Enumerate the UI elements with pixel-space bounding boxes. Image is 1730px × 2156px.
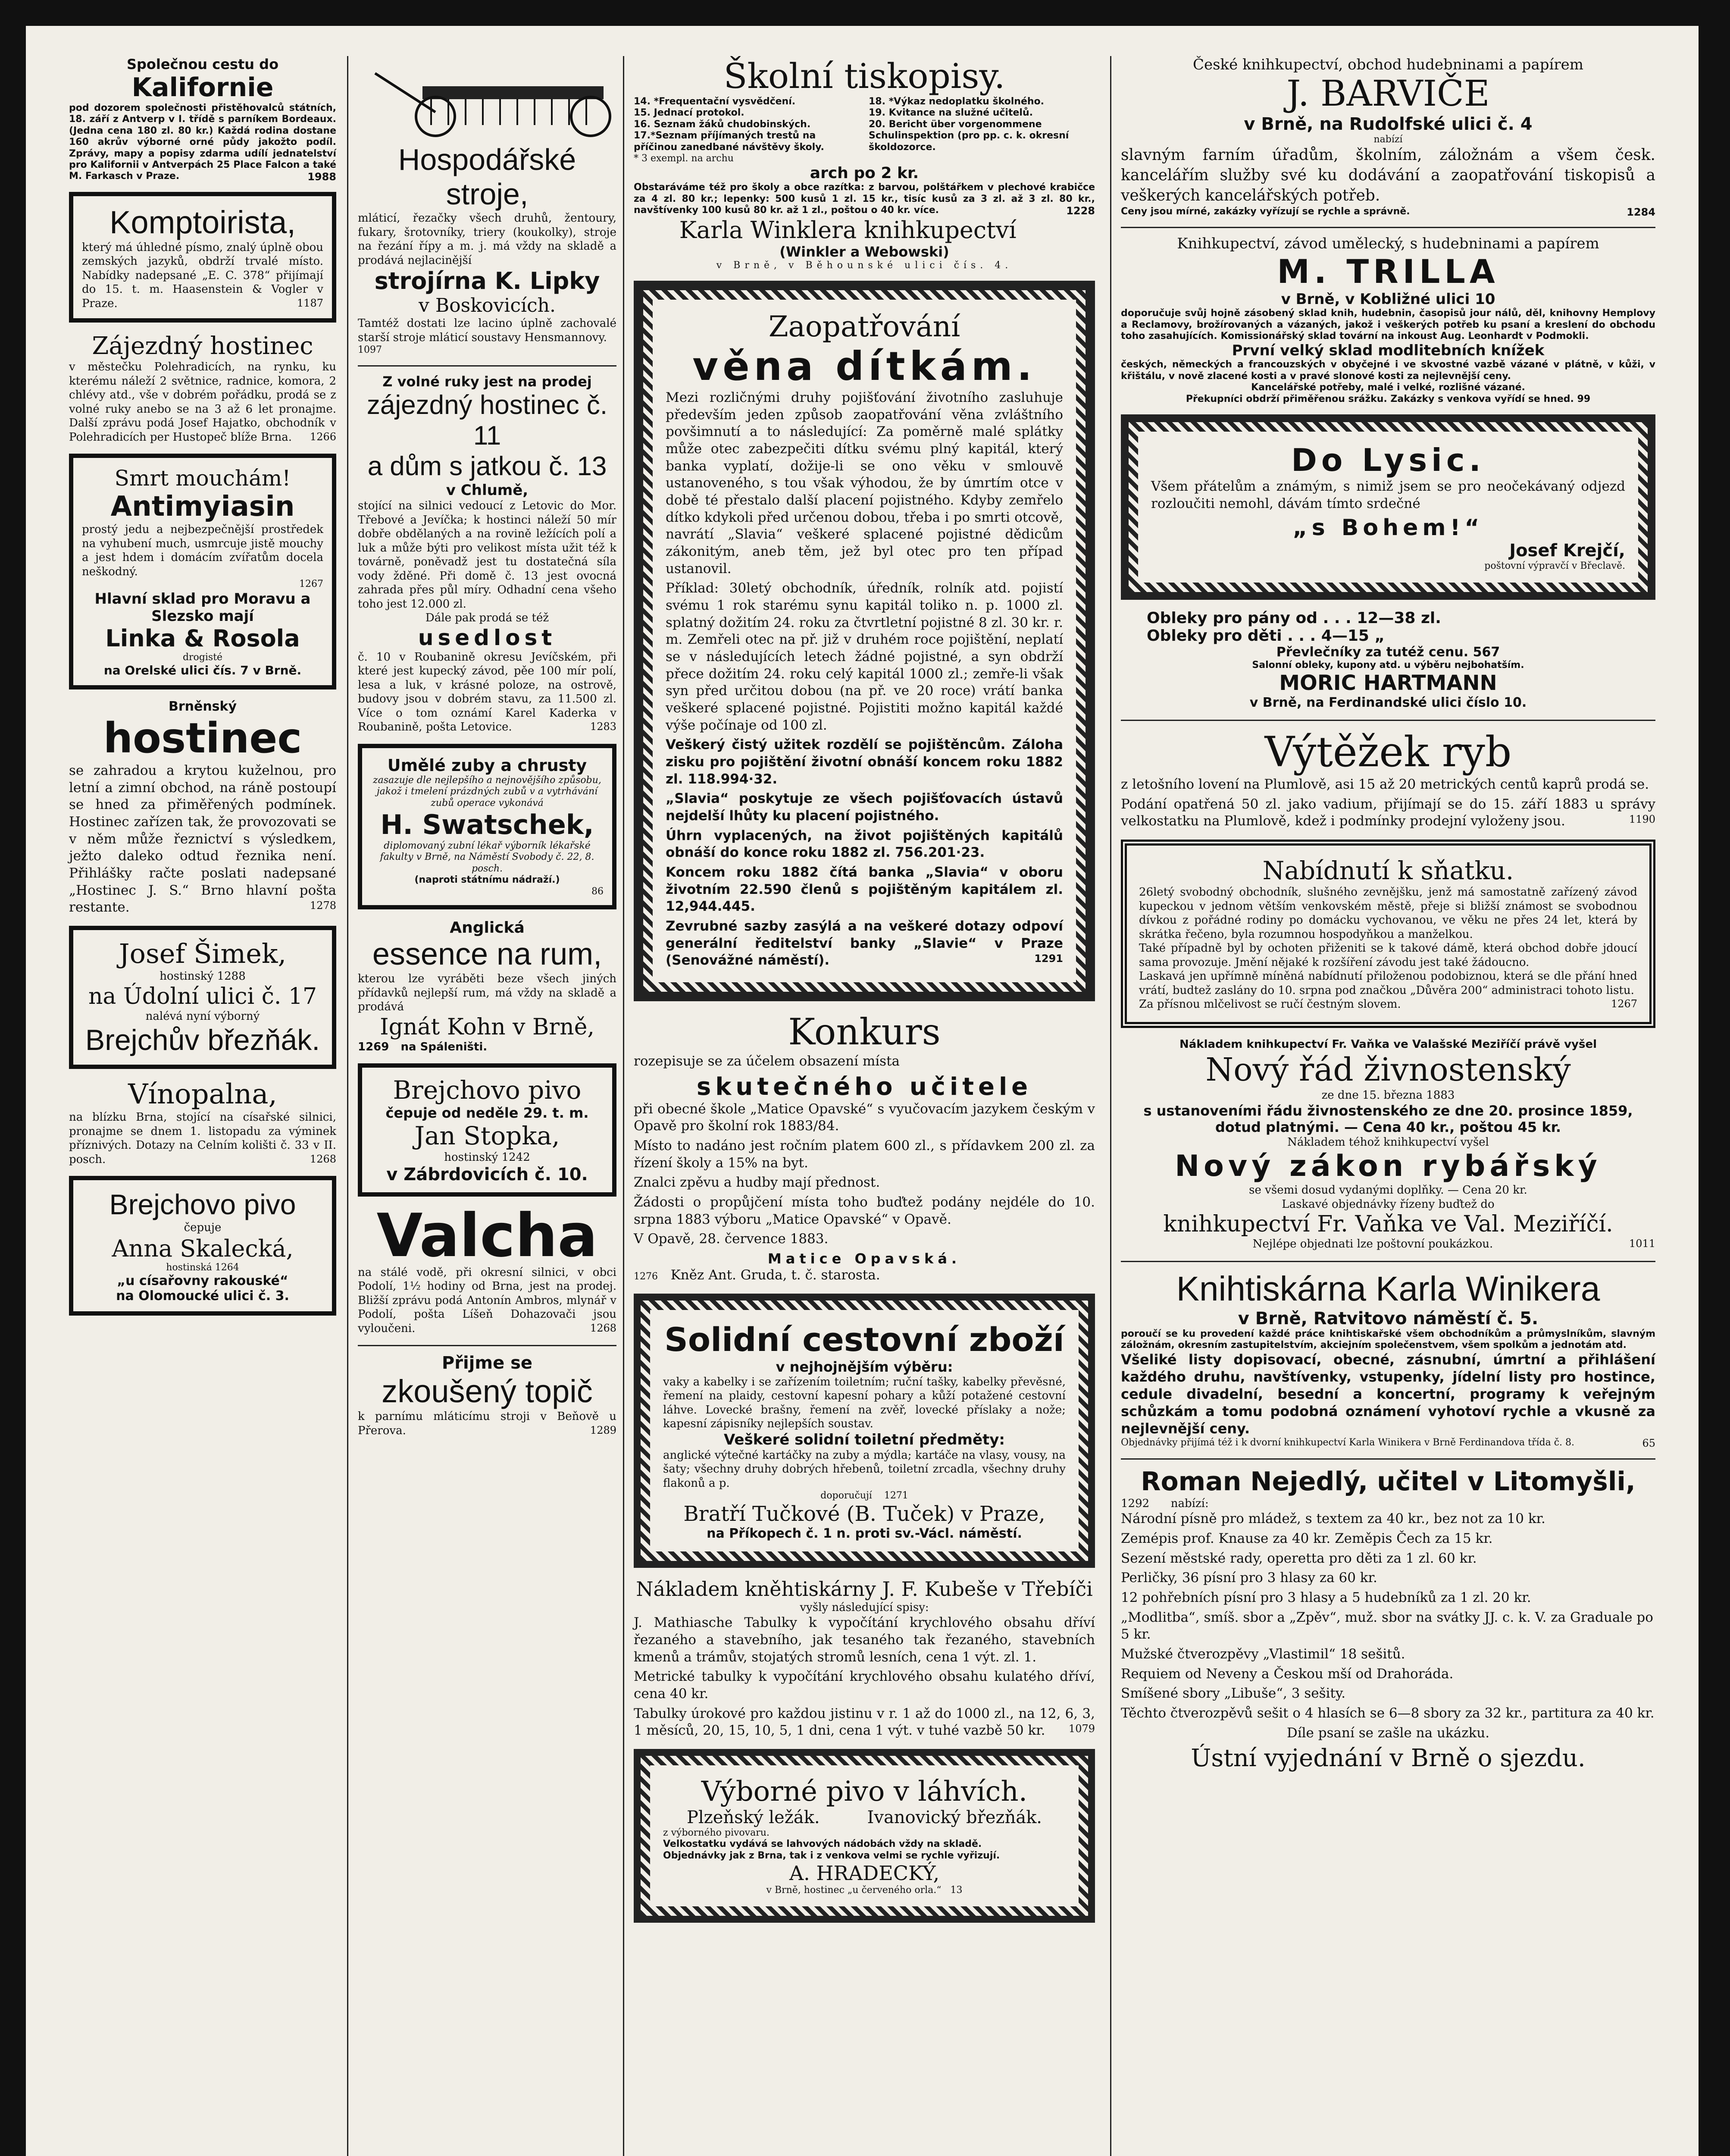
ad-title: a dům s jatkou č. 13: [367, 451, 607, 482]
ad-body: s ustanoveními řádu živnostenského ze dne 20. prosince 1859, dotud platnými. — Cena 40 kr., poštou 45 kr.: [1143, 1102, 1633, 1135]
ad-body: Laskavé objednávky řízeny buďtež do: [1282, 1197, 1495, 1211]
ad-swatschek: [358, 744, 616, 909]
ad-body: Veškerý čistý užitek rozdělí se pojištěncům. Záloha zisku pro pojištění životní obnáší koncem roku 1882 zl. 118.994·32.: [666, 737, 1063, 787]
list-item: 16. Seznam žáků chudobinských.: [634, 119, 811, 130]
ad-body: z letošního lovení na Plumlově, asi 15 až 20 metrických centů kaprů prodá se.: [1121, 777, 1649, 793]
list-item: Díle psaní se zašle na ukázku.: [1286, 1725, 1490, 1741]
ad-trilla: [1121, 235, 1655, 405]
ad-body: na blízku Brna, stojící na císařské silnici, pronajme se dnem 1. listopadu za výminek příznivých. Dotazy na Celním kolišti č. 33 v II. posch. 1268: [69, 1111, 336, 1166]
ad-name: Anna Skalecká,: [112, 1235, 294, 1262]
price-row: Obleky pro děti . . . 4—15 „: [1147, 627, 1385, 645]
ad-body: Žádosti o propůjčení místa toho buďtež podány nejdéle do 10. srpna 1883 výboru „Matice Opavské“ v Opavě.: [634, 1194, 1095, 1227]
ad-number: 1278: [310, 899, 336, 912]
ad-sub: (Winkler a Webowski): [779, 243, 949, 260]
ad-number: 1268: [310, 1153, 336, 1165]
list-item: 17.*Seznam příjímaných trestů na příčinou zanedbané návštěvy školy.: [634, 130, 824, 153]
ad-note: * 3 exempl. na archu: [634, 153, 734, 164]
ad-topic: [358, 1353, 616, 1438]
ad-number: 1267: [299, 579, 323, 590]
ad-line: čepuje: [184, 1221, 222, 1235]
ad-number: 1289: [590, 1424, 616, 1436]
ad-name: Ignát Kohn v Brně,: [380, 1014, 594, 1040]
ad-place: v Brně, v Běhounské ulici čís. 4.: [716, 260, 1013, 271]
ad-number: 1190: [1629, 813, 1655, 826]
ad-name: Jan Stopka,: [414, 1121, 560, 1151]
ad-number: 1187: [297, 297, 323, 309]
ad-tucek-inner: [650, 1310, 1079, 1551]
ad-name: M. TRILLA: [1277, 252, 1499, 291]
ad-title: Do Lysic.: [1291, 442, 1485, 478]
ad-title: Komptoirista,: [109, 204, 296, 240]
ad-title: Solidní cestovní zboží: [664, 1320, 1064, 1359]
ad-snatek: [1121, 840, 1655, 1028]
ad-slavia: [634, 281, 1095, 1001]
column-1: [69, 56, 336, 1325]
ad-number: 65: [1642, 1437, 1655, 1450]
ad-footer: Nejlépe objednati lze poštovní poukázkou. 1011: [1252, 1238, 1655, 1251]
list-item: 18. *Výkaz nedoplatku školného.: [869, 96, 1044, 107]
list-item: Requiem od Neveny a Českou mší od Drahoráda.: [1121, 1666, 1454, 1682]
ad-title: Konkurs: [788, 1011, 941, 1053]
ad-head: Knihkupectví, závod umělecký, s hudebninami a papírem: [1177, 235, 1599, 253]
tiskopisy-list-left: [634, 96, 860, 153]
ad-tucek: [634, 1294, 1095, 1568]
ad-body: se zahradou a krytou kuželnou, pro letní a zimní obchod, na ráně postoupí se hned za přiměřených podmínek. Hostinec zařízen tak, že provozovati se v něm může řeznictví s výsledkem, ježto daleko odtud řeznika není. Přihlášky račte poslati nadepsané „Hostinec J. S.“ Brno hlavní pošta restante. 1278: [69, 763, 336, 915]
ad-body: Mezi rozličnými druhy pojišťování životního zasluhuje především jeden způsob zaopatřování věna zvláštního povšimnutí a to následující: Za poměrně malé splátky může otec zabezpečiti dítku svému plný kapitál, který banka vyplatí, dožije-li se ono věku v smlouvě ustanoveného, s tou však výhodou, že by úmrtím otce v době té přestalo další placení pojistného. Kdyby zemřelo dítko kdykoli před určenou dobou, třeba i po smrti otcově, navrátí „Slavia“ veškeré splacené pojistné dědicům zákonitým, aneb těm, jež byl otec pro ten případ ustanovil.: [666, 389, 1063, 577]
ad-title: Výborné pivo v láhvích.: [701, 1775, 1028, 1808]
ad-footer: Ústní vyjednání v Brně o sjezdu.: [1191, 1744, 1586, 1773]
ad-title: Školní tiskopisy.: [723, 56, 1005, 96]
ad-name: strojírna K. Lipky: [374, 267, 600, 295]
ad-vinopalna: [69, 1078, 336, 1166]
ad-place: v Boskovicích.: [418, 295, 556, 317]
ad-hradecky-inner: [650, 1765, 1079, 1907]
ad-body: na stálé vodě, při okresní silnici, v obci Podolí, 1½ hodiny od Brna, jest na prodej. Bližší zprávu podá Antonín Ambros, mlynář v Podolí, pošta Líšeň Dohazovači jsou vyloučeni. 1268: [358, 1266, 616, 1335]
ad-line: čepuje od neděle 29. t. m.: [385, 1105, 589, 1122]
ad-body: Podání opatřená 50 zl. jako vadium, přijímají se do 15. září 1883 u správy velkostatku na Plumlově, kdež i podmínky prodejní vyloženy jsou. 1190: [1121, 796, 1655, 829]
ad-body: Úhrn vyplacených, na život pojištěných kapitálů obnáší do konce roku 1882 zl. 756.201·23.: [666, 827, 1063, 861]
ad-valcha: [358, 1200, 616, 1336]
ad-place: v Chlumě,: [446, 482, 529, 499]
ad-essence: [358, 919, 616, 1054]
list-item: „Modlitba“, smíš. sbor a „Zpěv“, muž. sbor na svátky JJ. c. k. V. za Graduale po 5 kr.: [1121, 1609, 1653, 1642]
ad-body: Všeliké listy dopisovací, obecné, zásnubní, úmrtní a přihlášení každého druhu, navštívenky, vstupenky, jídelní listy pro hostince, cedule divadelní, besední a koncertní, programy k veřejným schůzkám a tomu podobná oznámení vyhotoví rychle a vkusně za nejlevnější ceny.: [1121, 1351, 1655, 1437]
tiskopisy-list-right: [869, 96, 1095, 153]
ad-head: Smrt mouchám!: [114, 466, 291, 491]
ad-title: Brejchovo pivo: [109, 1188, 296, 1221]
ad-title: Kalifornie: [131, 72, 274, 103]
ad-body: První velký sklad modlitebních knížek: [1232, 342, 1545, 360]
ad-hartmann: [1121, 609, 1655, 710]
ad-body: Laskavá jen upřímně míněná nabídnutí přiloženou podobiznou, která se dle přání hned vrátí, budtež zaslány do 10. srpna pod značkou „Důvěra 200“ administraci tohoto listu.: [1139, 970, 1637, 997]
ad-number: 1011: [1629, 1238, 1655, 1250]
ad-do-lysic-inner: [1138, 432, 1638, 583]
ad-nejedly: [1121, 1467, 1655, 1773]
ad-body: vaky a kabelky i se zařízením toiletním; ruční tašky, kabelky převěsné, řemení na plaidy, cestovní kapesní pohary a kůží potažené cestovní láhve. Lovecké brašny, řemení na zvěř, lovecké příslaky a nože; kapesní zápisníky nejlepších soustav.: [663, 1375, 1066, 1431]
ad-place: v Brně, Ratvitovo náměstí č. 5.: [1238, 1308, 1539, 1329]
ad-title: Nový zákon rybářský: [1175, 1149, 1602, 1184]
ad-place: 1269 na Spáleništi.: [358, 1040, 488, 1053]
ad-body: poroučí se ku provedení každé práce knihtiskařské všem obchodníkům a průmyslníkům, slavným záložnám, okresním zastupitelstvím, akciejním společenstvem, všem spolkům a jednotám atd.: [1121, 1328, 1655, 1351]
ad-body: který má úhledné písmo, znalý úplně obou zemských jazyků, obdrží trvalé místo. Nabídky nadepsané „E. C. 378“ přijímají do 15. t. m. Haasenstein & Vogler v Praze. 1187: [82, 241, 323, 310]
ad-sub: ze dne 15. března 1883: [1321, 1089, 1455, 1102]
ad-title: „s Bohem!“: [1292, 515, 1484, 541]
ad-title: Josef Šimek,: [119, 938, 287, 970]
ad-body: při obecné škole „Matice Opavské“ s vyučovacím jazykem českým v Opavě pro školní rok 1883/84.: [634, 1101, 1095, 1134]
ad-body: Znalci zpěvu a hudby mají přednost.: [634, 1175, 880, 1191]
column-3: [634, 56, 1095, 1932]
ad-body: „Slavia“ poskytuje ze všech pojišťovacích ústavů nejdelší lhůty ku placení pojistného.: [666, 791, 1063, 824]
ad-line: doporučují 1271: [820, 1490, 908, 1501]
ad-footer: Ceny jsou mírné, zakázky vyřízují se rychle a správně. 1284: [1121, 206, 1655, 218]
ad-zajezdny-hostinec: [69, 332, 336, 444]
ad-number: 1988: [307, 171, 336, 183]
ad-skolni-tiskopisy: [634, 56, 1095, 271]
ad-komptoirista: [69, 192, 336, 323]
ad-kalifornie: [69, 56, 336, 182]
ad-body: pod dozorem společnosti přistěhovalců státních, 18. září z Antverp v I. třídě s parníkem Bordeaux. (Jedna cena 180 zl. 80 kr.) Každá rodina dostane 160 akrův výborné orné půdy jakožto podíl. Zprávy, mapy a popisy zdarma udílí jednatelství pro Kalifornii v Antverpách 25 Place Falcon a také M. Farkasch v Praze. 1988: [69, 103, 336, 183]
ad-date: V Opavě, 28. července 1883.: [634, 1231, 829, 1247]
ad-lead: v nejhojnějším výběru:: [776, 1358, 953, 1375]
ad-simek: [69, 926, 336, 1069]
ad-body: č. 10 v Roubanině okresu Jevíčském, při které jest kupecký závod, pěe 100 mír polí, lesa a luk, v krásné poloze, na ostrově, budovy jsou v dobrém stavu, za 11.500 zl. Více o tom oznámí Karel Kaderka v Roubanině, pošta Letovice. 1283: [358, 650, 616, 734]
ad-body: kterou lze vyráběti beze všech jiných přídavků nejlepší rum, má vždy na skladě a prodává: [358, 972, 616, 1014]
list-item: 19. Kvitance na služné učitelů.: [869, 107, 1033, 119]
ad-head: Umělé zuby a chrusty: [387, 755, 587, 775]
ad-body: českých, německých a francouzských v obyčejné i ve skvostné vazbě vázané v plátně, v kůži, v křištálu, v nově zlacené kosti a v pravé slonové kosti za nejlevnější ceny.: [1121, 359, 1655, 382]
ad-org: Matice Opavská.: [767, 1250, 961, 1267]
ad-barvic: [1121, 56, 1655, 217]
ad-place: v Brně, hostinec „u červeného orla.“ 13: [766, 1885, 963, 1896]
ad-title: Antimyiasin: [110, 491, 295, 523]
ad-sign: 1276 Kněz Ant. Gruda, t. č. starosta.: [634, 1267, 880, 1283]
column-rule: [623, 56, 624, 2156]
ad-winiker: [1121, 1269, 1655, 1449]
ad-slavia-inner: [653, 300, 1076, 982]
list-item: 20. Bericht über vorgenommene Schulinspektion (pro pp. c. k. okresní školdozorce.: [869, 119, 1069, 153]
ad-number: 1267: [1611, 998, 1637, 1010]
ad-body: diplomovaný zubní lékař výborník lékařské fakulty v Brně, na Náměstí Svobody č. 22, 8. posch.: [380, 840, 594, 874]
ad-body: Překupníci obdrží přiměřenou srážku. Zakázky s venkova vyřídí se hned. 99: [1186, 393, 1591, 404]
ad-body: stojící na silnici vedoucí z Letovic do Mor. Třebové a Jevíčka; k hostinci náleží 50 mír dobře obdělaných a na rovině ležících polí a luk a může býti pro velikost místa užit též k továrně, poněvadž jest tu dostatečná síla vody žděné. Při domě č. 13 jest ovocná zahrada přes půl míry. Odhadní cena všeho toho jest 12.000 zl.: [358, 499, 616, 611]
ad-body: se všemi dosud vydanými doplňky. — Cena 20 kr.: [1249, 1184, 1527, 1197]
ad-footer: Objednávky přijímá též i k dvorní knihkupectví Karla Winikera v Brně Ferdinandova třída č. 8. 65: [1121, 1437, 1655, 1450]
ad-head: Anglická: [450, 919, 525, 937]
ad-vytezek-ryb: [1121, 728, 1655, 830]
ad-body: (naproti státnímu nádraží.): [414, 874, 560, 886]
list-item: Národní písně pro mládež, s textem za 40 kr., bez not za 10 kr.: [1121, 1511, 1545, 1527]
ad-title: Valcha: [376, 1200, 598, 1270]
ad-title: usedlost: [418, 625, 557, 650]
ad-body: Za přísnou mlčelivost se ručí čestným slovem. 1267: [1139, 998, 1637, 1011]
list-item: Těchto čtverozpěvů sešit o 4 hlasích se 6—8 sbory za 32 kr., partitura za 40 kr.: [1121, 1705, 1655, 1721]
ad-body: zasazuje dle nejlepšího a nejnovějšího způsobu, jakož i tmelení prázdných zubů v a vytrhávání zubů operace vykonává: [373, 774, 601, 808]
ad-line: na Údolní ulici č. 17: [88, 983, 317, 1009]
ad-lead: rozepisuje se za účelem obsazení místa: [634, 1053, 900, 1069]
ad-name: H. Swatschek,: [380, 809, 594, 841]
ad-sub: Dále pak prodá se též: [425, 611, 549, 625]
ad-line: nalévá nyní výborný: [145, 1009, 260, 1023]
ad-line: „u císařovny rakouské“: [117, 1273, 288, 1288]
ad-body: Zevrubné sazby zasýlá a na veškeré dotazy odpoví generální ředitelství banky „Slavie“ v Praze (Senovážné náměstí). 1291: [666, 918, 1063, 968]
ad-antimyiasin: [69, 454, 336, 689]
ad-name: Josef Krejčí,: [1509, 541, 1625, 561]
column-rule: [347, 56, 348, 2156]
ad-title: Knihtiskárna Karla Winikera: [1176, 1269, 1600, 1308]
ad-place: na Příkopech č. 1 n. proti sv.-Václ. náměstí.: [707, 1526, 1022, 1541]
ad-number: 1228: [1066, 205, 1095, 217]
ad-name: MORIC HARTMANN: [1279, 671, 1497, 696]
ad-body: J. Mathiasche Tabulky k vypočítání krychlového obsahu dříví řezaného a stavebního, jak tesaného tak řezaného, stavebních kmenů a trámův, stojatých stromů lesních, cena 1 výt. zl. 1.: [634, 1615, 1095, 1665]
ad-title: Brejchovo pivo: [393, 1075, 582, 1105]
ad-sub: nabízí: [1373, 134, 1403, 145]
column-2: [358, 56, 616, 1447]
ad-name: Linka & Rosola: [105, 624, 300, 652]
ad-title: Vínopalna,: [128, 1078, 277, 1111]
price-row: Obleky pro pány od . . . 12—38 zl.: [1147, 609, 1441, 627]
ad-title: hostinec: [103, 714, 302, 763]
ad-kubes: [634, 1577, 1095, 1739]
ad-body: slavným farním úřadům, školním, záložnám a všem česk. kancelářím služby své ku dodávání a zaopatřování tiskopisů a veškerých kancelářských potřeb.: [1121, 146, 1655, 204]
ad-head: Přijme se: [441, 1353, 533, 1373]
ad-body: prostý jedu a nejbezpečnější prostředek na vyhubení much, usmrcuje jistě mouchy a jest hdem i domácím zvířatům docela neškodný.: [82, 523, 323, 578]
ad-skalecka: [69, 1176, 336, 1316]
machine-illustration: [358, 60, 616, 138]
ad-title: Nový řád živnostenský: [1205, 1051, 1571, 1089]
tiskopisy-list: [634, 96, 1095, 153]
ad-title: Brejchův březňák.: [85, 1024, 320, 1057]
ad-number: 1283: [590, 721, 616, 733]
ad-body: doporučuje svůj hojně zásobený sklad knih, hudebnin, časopisů jour nálů, děl, knihovny Hemplovy a Reclamovy, brožírovaných a vázaných, jakož i veškerých potřeb ku psaní a kreslení do obchodu toho zasahujících. Komissionářský sklad tovární na inkoust Aug. Leonhardt v Podmokli.: [1121, 308, 1655, 342]
ad-title: Hospodářské stroje,: [398, 143, 576, 211]
ad-address: na Orelské ulici čís. 7 v Brně.: [103, 663, 302, 678]
ad-trade: drogisté: [182, 652, 223, 663]
ad-name: Bratří Tučkové (B. Tuček) v Praze,: [683, 1501, 1045, 1526]
ad-place: v Brně, na Rudolfské ulici č. 4: [1244, 114, 1533, 134]
ad-body: k parnímu mláticímu stroji v Beňově u Přerova. 1289: [358, 1410, 616, 1437]
separator: [1121, 1261, 1655, 1262]
ad-body: Koncem roku 1882 čítá banka „Slavia“ v oboru životním 22.590 členů s pojištěným kapitálem zl. 12,944.445.: [666, 865, 1063, 915]
ad-sub: Nákladem téhož knihkupectví vyšel: [1287, 1135, 1489, 1149]
list-item: Mužské čtverozpěvy „Vlastimil“ 18 sešitů.: [1121, 1646, 1405, 1662]
ad-vanek: [1121, 1037, 1655, 1251]
ad-head: České knihkupectví, obchod hudebninami a papírem: [1192, 56, 1584, 73]
ad-role: poštovní výpravčí v Břeclavě.: [1484, 561, 1625, 572]
ad-body: Místo to nadáno jest ročním platem 600 zl., s přídavkem 200 zl. za řízení školy a 15% na byt.: [634, 1138, 1095, 1171]
ad-title: Zájezdný hostinec: [92, 332, 313, 360]
ad-hospodarske-stroje: [358, 60, 616, 356]
ad-number: 1097: [358, 345, 382, 355]
ad-body: anglické výtečné kartáčky na zuby a mýdla; kartáče na vlasy, vousy, na šaty; všechny druhy dobrých hřebenů, toiletní zrcadla, všechny druhy flakonů a p.: [663, 1448, 1066, 1490]
ad-title: Roman Nejedlý, učitel v Litomyšli,: [1141, 1466, 1636, 1497]
hay-rake-illustration: [358, 60, 616, 138]
ad-line: Převlečníky za tutéž cenu. 567: [1276, 644, 1500, 660]
list-item: 12 pohřebních písní pro 3 hlasy a 5 hudebníků za 1 zl. 20 kr.: [1121, 1589, 1531, 1605]
ad-beer-types: [663, 1808, 1066, 1827]
ad-title: zájezdný hostinec č. 11: [366, 390, 608, 451]
separator: [358, 1345, 616, 1346]
ad-body: mláticí, řezačky všech druhů, žentoury, fukary, šrotovníky, triery (koukolky), stroje na řezání řípy a m. j. má vždy na skladě a prodává nejlacinější: [358, 212, 616, 267]
ad-brnensky-hostinec: [69, 699, 336, 916]
ad-body: Metrické tabulky k vypočítání krychlového obsahu kulatého dříví, cena 40 kr.: [634, 1669, 1095, 1702]
ad-body: 26letý svobodný obchodník, slušného zevnějšku, jenž má samostatně zařízený závod kupeckou v jednom větším venkovském městě, přeje si bližší známost se svobodnou dívkou z pořádné rodiny po domácku vychovanou, ve věku ne přes 24 let, která by skrátka řečeno, byla rozumnou hospodyňkou a manželkou.: [1139, 886, 1637, 941]
ad-name: knihkupectví Fr. Vaňka ve Val. Meziříčí.: [1163, 1211, 1613, 1238]
ad-stopka: [358, 1063, 616, 1197]
ad-line: hostinský 1288: [160, 970, 246, 983]
separator: [1121, 1458, 1655, 1460]
ad-number: 1284: [1627, 206, 1655, 218]
ad-do-lysic: [1121, 414, 1655, 600]
ad-body: Velkostatku vydává se lahvových nádobách vždy na skladě.: [663, 1839, 982, 1850]
ad-body: Obstaráváme též pro školy a obce razítka: z barvou, polštářkem v plechové krabičce za 4 zl. 80 kr.; lepenky: 500 kusů 1 zl. 15 kr., tisíc kusů za 3 zl. až 3 zl. 80 kr., navštívenky 100 kusů 80 kr. až 1 zl., poštou o 40 kr. více. 1228: [634, 182, 1095, 217]
ad-body: Příklad: 30letý obchodník, úředník, rolník atd. pojistí svému 1 rok starému synu kapitál toliko n. p. 1000 zl. splatný dožitím 24. roku za čtvrtletní pojistné 8 zl. 30 kr. r. m. Zemřeli otec na př. již v druhém roce pojištění, neplatí se v následujících letech žádné pojistné, a syn obdrží přece dožitím 24. roku celý kapitál 1000 zl.; zemře-li však syn před určitou dobou (na př. ve 20 roce) vrátí banka veškeré splacené pojistné. Pojistiti možno kapitál každé výše počínaje od 100 zl.: [666, 580, 1063, 733]
ad-line: hostinská 1264: [166, 1262, 239, 1273]
ad-place: v Brně, na Ferdinandské ulici číslo 10.: [1249, 695, 1527, 711]
ad-chlum: [358, 373, 616, 734]
ad-body: Tabulky úrokové pro každou jistinu v r. 1 až do 1000 zl., na 12, 6, 3, 1 měsíců, 20, 15, 10, 5, 1 dni, cena 1 výt. v tuhé vazbě 50 kr. 1079: [634, 1705, 1095, 1739]
ad-sub: z výborného pivovaru.: [663, 1827, 770, 1838]
ad-body: Hlavní sklad pro Moravu a Slezsko mají: [94, 590, 311, 625]
list-item: Zemépis prof. Knause za 40 kr. Zeměpis Čech za 15 kr.: [1121, 1530, 1493, 1546]
ad-title: Nabídnutí k sňatku.: [1262, 856, 1514, 886]
ad-sub: skutečného učitele: [696, 1072, 1032, 1101]
ad-price: arch po 2 kr.: [810, 164, 919, 182]
ad-body: Všem přátelům a známým, s nimiž jsem se pro neočekávaný odjezd rozloučiti nemohl, dávám tímto srdečné: [1151, 478, 1625, 511]
ad-hradecky: [634, 1749, 1095, 1923]
ad-name: Karla Winklera knihkupectví: [679, 216, 1017, 244]
list-item: 14. *Frequentační vysvědčení.: [634, 96, 796, 107]
ad-title: věna dítkám.: [692, 343, 1036, 389]
ad-line: na Olomoucké ulici č. 3.: [116, 1288, 289, 1304]
beer-type: Ivanovický březňák.: [867, 1807, 1042, 1827]
ad-title: essence na rum,: [372, 937, 602, 972]
list-item: 15. Jednací protokol.: [634, 107, 745, 119]
ad-sub: 1292 nabízí:: [1121, 1497, 1209, 1510]
ad-number: 1266: [310, 430, 336, 443]
ad-body: Objednávky jak z Brna, tak i z venkova velmi se rychle vyřizují.: [663, 1850, 1000, 1861]
separator: [1121, 227, 1655, 228]
ad-body: v městečku Polehradicích, na rynku, ku kterému náleží 2 světnice, radnice, komora, 2 chlévy atd., vše v dobrém pořádku, prodá se z volné ruky anebo se na 3 až 6 let pronajme. Další zprávu podá Josef Hajatko, obchodník v Polehradicích per Hustopeč blíže Brna. 1266: [69, 360, 336, 444]
ad-head: Z volné ruky jest na prodej: [382, 373, 592, 390]
beer-type: Plzeňský ležák.: [686, 1807, 820, 1827]
ad-number: 1079: [1068, 1723, 1095, 1735]
ad-lead: Společnou cestu do: [126, 56, 279, 72]
ad-line: hostinský 1242: [444, 1151, 530, 1164]
ad-line: v Zábrdovicích č. 10.: [386, 1164, 588, 1185]
ad-number: 1291: [1034, 953, 1063, 965]
list-item: Sezení městské rady, operetta pro děti za 1 zl. 60 kr.: [1121, 1550, 1477, 1566]
ad-body: Tamtéž dostati lze lacino úplně zachovalé starší stroje mláticí soustavy Hensmannovy.: [358, 317, 616, 344]
ad-sub: vyšly následující spisy:: [800, 1601, 929, 1614]
ad-number: 1268: [590, 1322, 616, 1334]
ad-body: Také případně byl by ochoten přiženiti se k takové dámě, která obchod dobře jdoucí sama provozuje. Jmění nějaké k rozšíření závodu jest také žádoucno.: [1139, 942, 1637, 969]
list-item: Smíšené sbory „Libuše“, 3 sešity.: [1121, 1686, 1346, 1702]
ad-title: zkoušený topič: [382, 1373, 593, 1410]
ad-body: Veškeré solidní toiletní předměty:: [723, 1431, 1005, 1448]
separator: [358, 365, 616, 367]
ad-title: Výtěžek ryb: [1264, 728, 1512, 777]
column-rule: [1110, 56, 1111, 2156]
ad-place: v Brně, v Kobližné ulici 10: [1281, 291, 1495, 308]
ad-title: Nákladem kněhtiskárny J. F. Kubeše v Třebíči: [636, 1577, 1093, 1601]
ad-title: Zaopatřování: [768, 310, 960, 343]
ad-number: 86: [591, 886, 604, 897]
ad-body: Kancelářské potřeby, malé i velké, rozlišné vázané.: [1251, 382, 1525, 393]
ad-name: A. HRADECKÝ,: [789, 1861, 940, 1885]
ad-head: Nákladem knihkupectví Fr. Vaňka ve Valašské Meziříčí právě vyšel: [1179, 1037, 1597, 1051]
ad-lead: Brněnský: [168, 699, 237, 714]
ad-name: J. BARVIČE: [1286, 73, 1490, 114]
list-item: Perličky, 36 písní pro 3 hlasy za 60 kr.: [1121, 1570, 1377, 1586]
ad-line: Salonní obleky, kupony atd. u výběru nejbohatším.: [1252, 659, 1524, 671]
column-4: [1121, 56, 1655, 1782]
ad-konkurs: [634, 1011, 1095, 1284]
separator: [1121, 720, 1655, 721]
